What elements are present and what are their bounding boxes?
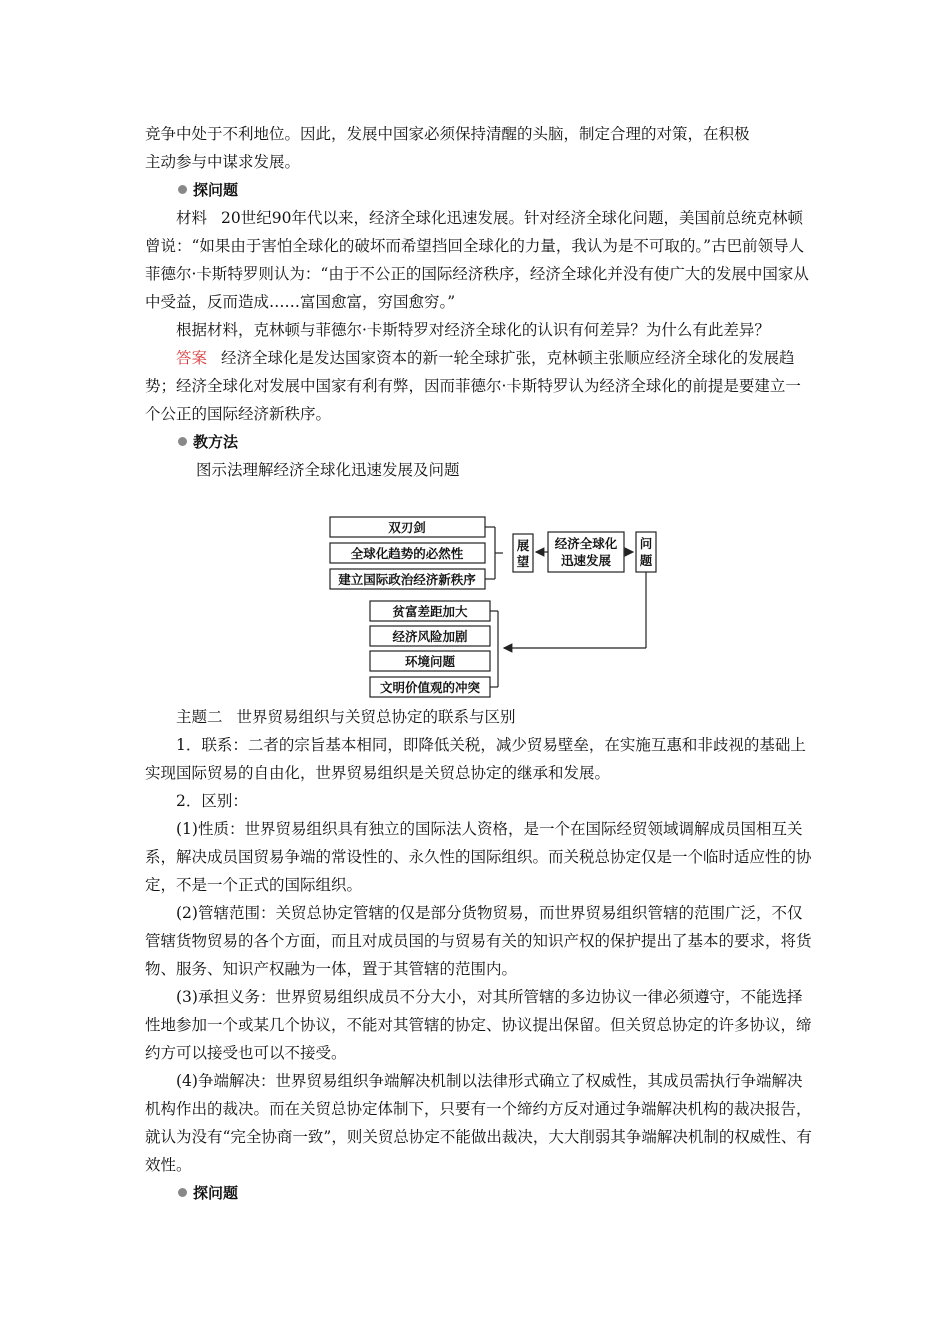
material-text: 20世纪90年代以来，经济全球化迅速发展。针对经济全球化问题，美国前总统克林顿曾说：“如果由于害怕全球化的破坏而希望挡回全球化的力量，我认为是不可取的。”古巴前领导人菲德尔·卡斯特罗则认为：“由于不公正的国际经济秩序，经济全球化并没有使广大的发展中国家从中受益，反而造成……富国愈富，穷国愈穷。” <box>145 209 809 311</box>
section-heading-method: 教方法 <box>145 428 813 456</box>
diagram-subtitle: 图示法理解经济全球化迅速发展及问题 <box>196 461 460 479</box>
bullet-dot-icon <box>178 1188 187 1197</box>
topic2-link: 1．联系：二者的宗旨基本相同，即降低关税，减少贸易壁垒，在实施互惠和非歧视的基础上实现国际贸易的自由化，世界贸易组织是关贸总协定的继承和发展。 <box>145 736 806 782</box>
diagram-label: 环境问题 <box>404 654 456 669</box>
section-heading-explore-1: 探问题 <box>145 176 813 204</box>
diagram-label: 经济风险加剧 <box>392 629 468 644</box>
diagram-label: 问 <box>639 536 653 551</box>
diagram-label: 贫富差距加大 <box>392 604 468 619</box>
diagram-label: 展 <box>516 538 530 553</box>
topic2-diff-scope: (2)管辖范围：关贸总协定管辖的仅是部分货物贸易，而世界贸易组织管辖的范围广泛，不仅管辖货物贸易的各个方面，而且对成员国的与贸易有关的知识产权的保护提出了基本的要求，将货物、服务、知识产权融为一体，置于其管辖的范围内。 <box>145 904 812 978</box>
diagram-label: 题 <box>639 553 653 568</box>
bullet-dot-icon <box>178 185 187 194</box>
material-label: 材料 <box>176 209 208 227</box>
section-heading-explore-2: 探问题 <box>145 1179 813 1207</box>
topic2-title: 主题二 世界贸易组织与关贸总协定的联系与区别 <box>176 708 516 726</box>
diagram-label: 建立国际政治经济新秩序 <box>338 572 476 587</box>
diagram-label: 全球化趋势的必然性 <box>350 546 464 561</box>
material-paragraph <box>145 204 813 316</box>
intro-paragraph-line-1: 竞争中处于不利地位。因此，发展中国家必须保持清醒的头脑，制定合理的对策，在积极 <box>145 125 750 143</box>
diagram-label: 迅速发展 <box>560 553 612 568</box>
upper-text <box>145 120 813 484</box>
topic2-diff-title: 2．区别： <box>176 792 248 810</box>
intro-paragraph-line-2: 主动参与中谋求发展。 <box>145 153 301 171</box>
globalization-diagram <box>320 512 670 700</box>
lower-text <box>145 703 813 1207</box>
question-paragraph: 根据材料，克林顿与菲德尔·卡斯特罗对经济全球化的认识有何差异？为什么有此差异？ <box>176 321 770 339</box>
answer-label: 答案 <box>176 349 208 367</box>
answer-paragraph <box>145 344 813 428</box>
diagram-label: 双刃剑 <box>388 520 426 535</box>
answer-text: 经济全球化是发达国家资本的新一轮全球扩张，克林顿主张顺应经济全球化的发展趋势；经济全球化对发展中国家有利有弊，因而菲德尔·卡斯特罗认为经济全球化的前提是要建立一个公正的国际经济新秩序。 <box>145 349 801 423</box>
topic2-diff-dispute: (4)争端解决：世界贸易组织争端解决机制以法律形式确立了权威性，其成员需执行争端解决机构作出的裁决。而在关贸总协定体制下，只要有一个缔约方反对通过争端解决机构的裁决报告，就认为没有“完全协商一致”，则关贸总协定不能做出裁决，大大削弱其争端解决机制的权威性、有效性。 <box>145 1072 812 1174</box>
topic2-diff-nature: (1)性质：世界贸易组织具有独立的国际法人资格，是一个在国际经贸领域调解成员国相互关系，解决成员国贸易争端的常设性的、永久性的国际组织。而关税总协定仅是一个临时适应性的协定，不是一个正式的国际组织。 <box>145 820 812 894</box>
diagram-label: 望 <box>516 554 530 569</box>
diagram-label: 经济全球化 <box>554 536 618 551</box>
diagram-label: 文明价值观的冲突 <box>379 680 481 695</box>
topic2-diff-obligations: (3)承担义务：世界贸易组织成员不分大小，对其所管辖的多边协议一律必须遵守，不能选择性地参加一个或某几个协议，不能对其管辖的协定、协议提出保留。但关贸总协定的许多协议，缔约方可以接受也可以不接受。 <box>145 988 812 1062</box>
bullet-dot-icon <box>178 437 187 446</box>
